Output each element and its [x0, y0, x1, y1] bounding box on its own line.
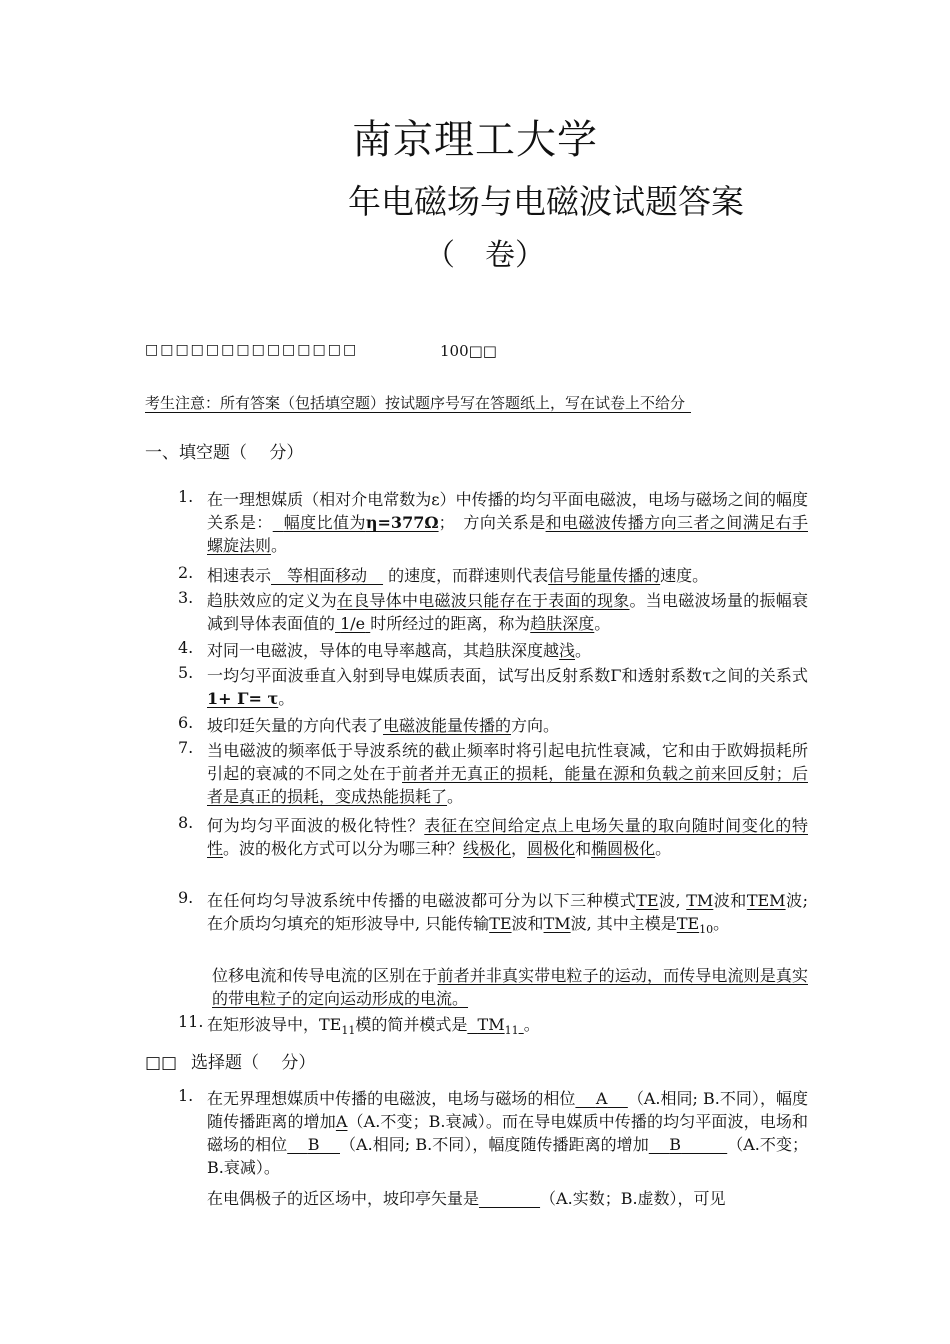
answer-blank: TE: [489, 914, 512, 933]
answer-blank: 等相面移动: [271, 566, 384, 585]
exam-title: 年电磁场与电磁波试题答案: [348, 182, 744, 221]
answer-blank: 1+ Γ= τ: [207, 689, 279, 708]
answer-blank: 表征在空间给定点上电场矢量的取向随时间变化的特性: [207, 816, 808, 858]
exam-meta: [145, 342, 497, 360]
section-fill-title: 一、填空题（ 分）: [145, 443, 304, 463]
answer-blank: 浅: [559, 641, 576, 660]
question-5: 5. 一均匀平面波垂直入射到导电媒质表面，试写出反射系数Γ和透射系数τ之间的关系式1+ Γ= τ。: [178, 663, 808, 708]
choice-question-2: 在电偶极子的近区场中，坡印亭矢量是 （A.实数；B.虚数），可见: [207, 1189, 726, 1208]
answer-blank: $TM_{11}$: [477, 1015, 519, 1038]
answer-blank: B: [669, 1135, 682, 1154]
question-11: 11. 在矩形波导中，$TE_{11}$模的简并模式是 $TM_{11}$ 。: [178, 1012, 540, 1038]
answer-blank: 线极化: [463, 839, 512, 858]
answer-blank: 前者并无真正的损耗，能量在源和负载之前来回反射；后者是真正的损耗，变成热能损耗了: [207, 764, 808, 806]
answer-blank: 电磁波能量传播的: [383, 716, 512, 735]
answer-blank: 趋肤深度: [530, 614, 595, 633]
answer-blank: 和电磁波传播方向三者之间满足右手螺旋法则: [207, 513, 808, 555]
question-4: 4. 对同一电磁波，导体的电导率越高，其趋肤深度越浅。: [178, 638, 592, 660]
answer-blank: 在良导体中电磁波只能存在于表面的现象: [337, 591, 630, 610]
question-1: 1. 在一理想媒质（相对介电常数为ε）中传播的均匀平面电磁波，电场与磁场之间的幅度关系是： 幅度比值为η=377Ω； 方向关系是和电磁波传播方向三者之间满足右手螺旋法则。: [178, 487, 808, 555]
university-title: 南京理工大学: [352, 117, 598, 163]
answer-blank: 信号能量传播的: [548, 566, 661, 585]
answer-blank: 椭圆极化: [591, 839, 656, 858]
answer-blank: TEM: [746, 891, 786, 910]
question-7: 7. 当电磁波的频率低于导波系统的截止频率时将引起电抗性衰减，它和由于欧姆损耗所引起的衰减的不同之处在于前者并无真正的损耗，能量在源和负载之前来回反射；后者是真正的损耗，变成热能损耗了。: [178, 738, 808, 806]
volume-label: （ 卷）: [425, 238, 545, 273]
answer-blank: 前者并非真实带电粒子的运动，而传导电流则是真实的带电粒子的定向运动形成的电流。: [212, 966, 808, 1008]
question-3: 3. 趋肤效应的定义为在良导体中电磁波只能存在于表面的现象。当电磁波场量的振幅衰减到导体表面值的 1/e 时所经过的距离，称为趋肤深度。: [178, 588, 808, 633]
question-10: 位移电流和传导电流的区别在于前者并非真实带电粒子的运动，而传导电流则是真实的带电粒子的定向运动形成的电流。: [212, 966, 808, 1008]
section-bullet: □□: [145, 1053, 178, 1073]
question-2: 2. 相速表示 等相面移动 的速度，而群速则代表信号能量传播的速度。: [178, 563, 709, 585]
answer-blank: 1/e: [340, 614, 366, 633]
answer-blank: TM: [686, 891, 714, 910]
answer-blank: [479, 1189, 540, 1208]
answer-blank: A: [595, 1089, 608, 1108]
total-score: 100□□: [440, 342, 497, 360]
answer-blank: TM: [543, 914, 571, 933]
exam-notice: 考生注意：所有答案（包括填空题）按试题序号写在答题纸上，写在试卷上不给分: [145, 394, 691, 413]
answer-blank: A: [335, 1112, 348, 1131]
question-9: 9. 在任何均匀导波系统中传播的电磁波都可分为以下三种模式TE波, TM波和TEM波; 在介质均匀填充的矩形波导中, 只能传输TE波和TM波, 其中主模是$TE_{10}$。: [178, 888, 808, 937]
exam-info: □□□□□□□□□□□□□□: [145, 342, 359, 358]
section-choice-title: □□ 选择题（ 分）: [145, 1053, 316, 1073]
question-8: 8. 何为均匀平面波的极化特性？表征在空间给定点上电场矢量的取向随时间变化的特性。波的极化方式可以分为哪三种？线极化，圆极化和椭圆极化。: [178, 813, 808, 858]
answer-blank: B: [307, 1135, 320, 1154]
answer-blank: $TE_{10}$: [676, 914, 714, 937]
question-6: 6. 坡印廷矢量的方向代表了电磁波能量传播的方向。: [178, 713, 560, 735]
answer-blank: TE: [636, 891, 659, 910]
answer-blank: 圆极化: [527, 839, 576, 858]
choice-question-1: 1. 在无界理想媒质中传播的电磁波，电场与磁场的相位 A （A.相同; B.不同），幅度随传播距离的增加A（A.不变；B.衰减）。而在导电媒质中传播的均匀平面波，电场和磁场的相位 B （A.相同; B.不同），幅度随传播距离的增加 B （A.不变；B.衰减）。: [178, 1086, 809, 1177]
